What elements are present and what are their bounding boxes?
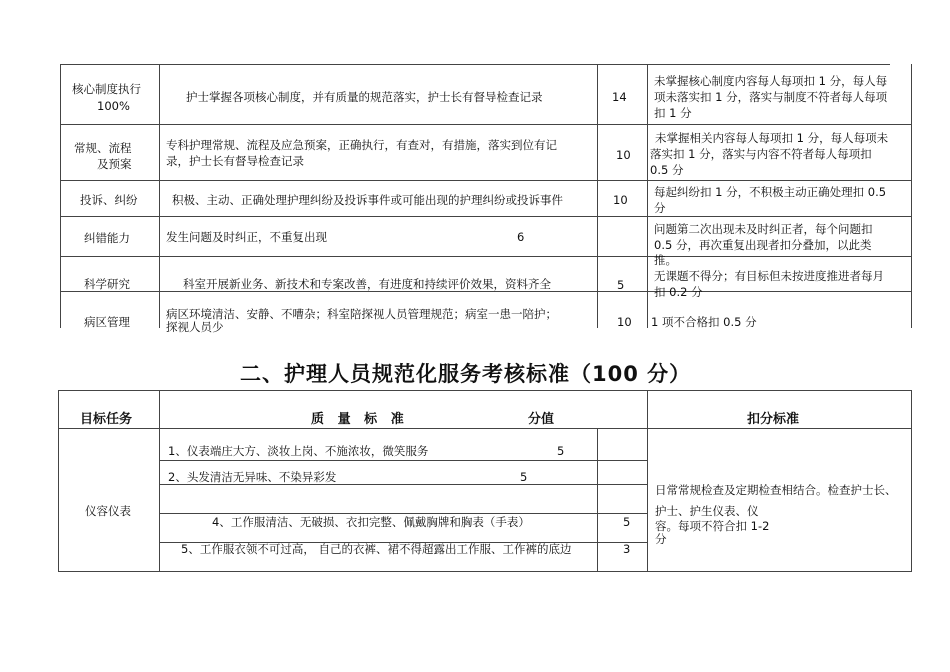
row-name: 科学研究 [84, 277, 130, 291]
list-item: 1、仪表端庄大方、淡妆上岗、不施浓妆，微笑服务 [168, 444, 429, 458]
item-divider [160, 460, 647, 461]
row-deduct: 扣 0.2 分 [654, 285, 703, 299]
deduct-text: 容。每项不符合扣 1-2 [655, 519, 770, 533]
row-deduct: 0.5 分 [650, 163, 684, 177]
row-standard: 科室开展新业务、新技术和专案改善，有进度和持续评价效果，资料齐全 [183, 277, 551, 291]
table-bottom-border [58, 571, 912, 572]
row-name: 纠错能力 [84, 231, 130, 245]
list-item: 4、工作服清洁、无破损、衣扣完整、佩戴胸牌和胸表（手表） [212, 515, 530, 529]
row-score: 10 [613, 193, 628, 207]
col-border [647, 64, 648, 328]
header-task: 目标任务 [80, 412, 133, 427]
row-deduct: 问题第二次出现未及时纠正者，每个问题扣 [654, 222, 873, 236]
deduct-text: 分 [655, 532, 667, 546]
row-name: 病区管理 [84, 315, 130, 329]
row-score: 6 [517, 230, 525, 244]
row-name: 投诉、纠纷 [80, 193, 138, 207]
row-score: 5 [617, 278, 625, 292]
header-quality: 质 量 标 准 [311, 412, 404, 427]
row-standard: 专科护理常规、流程及应急预案，正确执行，有查对，有措施，落实到位有记 [166, 138, 557, 152]
item-score: 5 [520, 470, 528, 484]
row-standard: 积极、主动、正确处理护理纠纷及投诉事件或可能出现的护理纠纷或投诉事件 [172, 193, 563, 207]
row-deduct: 落实扣 1 分，落实与内容不符者每人每项扣 [650, 147, 872, 161]
row-deduct: 推。 [654, 253, 677, 267]
row-standard: 录，护士长有督导检查记录 [166, 154, 304, 168]
row-deduct: 无课题不得分；有目标但未按进度推进者每月 [654, 269, 884, 283]
row-divider [60, 124, 912, 125]
header-divider [58, 428, 912, 429]
col-border [60, 64, 61, 328]
row-deduct: 分 [654, 201, 666, 215]
row-standard: 探视人员少 [166, 320, 224, 334]
task-name: 仪容仪表 [85, 504, 131, 518]
row-deduct: 每起纠纷扣 1 分，不积极主动正确处理扣 0.5 [654, 185, 887, 199]
item-score: 5 [623, 515, 631, 529]
row-divider [60, 216, 912, 217]
row-deduct: 未掌握核心制度内容每人每项扣 1 分，每人每 [654, 74, 888, 88]
row-name: 常规、流程 [74, 141, 132, 155]
table-top-border [58, 390, 912, 391]
row-score: 14 [612, 90, 627, 104]
header-score: 分值 [528, 412, 555, 427]
col-border [911, 390, 912, 571]
row-deduct: 0.5 分，再次重复出现者扣分叠加，以此类 [654, 238, 872, 252]
col-border [911, 64, 912, 328]
table-top-border [60, 64, 890, 65]
row-deduct: 扣 1 分 [654, 106, 692, 120]
row-name-line2: 及预案 [97, 157, 132, 171]
item-score: 3 [623, 542, 631, 556]
col-border [159, 390, 160, 571]
list-item: 2、头发清洁无异味、不染异彩发 [168, 470, 337, 484]
row-divider [60, 256, 912, 257]
row-score: 10 [617, 315, 632, 329]
list-item: 5、工作服衣领不可过高， 自己的衣裤、裙不得超露出工作服、工作裤的底边 [181, 542, 572, 556]
row-score: 10 [616, 148, 631, 162]
deduct-text: 护士、护生仪表、仪 [655, 504, 759, 518]
row-name-line2: 100% [97, 99, 130, 113]
deduct-text: 日常常规检查及定期检查相结合。检查护士长、 [655, 483, 897, 497]
col-border [159, 64, 160, 328]
row-standard: 病区环境清洁、安静、不嘈杂；科室陪探视人员管理规范；病室一患一陪护； [166, 307, 557, 321]
row-deduct: 未掌握相关内容每人每项扣 1 分，每人每项未 [655, 131, 889, 145]
col-border [647, 390, 648, 571]
row-standard: 发生问题及时纠正，不重复出现 [166, 230, 327, 244]
col-border [597, 64, 598, 328]
row-standard: 护士掌握各项核心制度，并有质量的规范落实，护士长有督导检查记录 [186, 90, 543, 104]
row-divider [60, 180, 912, 181]
header-deduct: 扣分标准 [747, 412, 800, 427]
section-title: 二、护理人员规范化服务考核标准（100 分） [240, 362, 692, 386]
row-deduct: 1 项不合格扣 0.5 分 [651, 315, 757, 329]
item-score: 5 [557, 444, 565, 458]
col-border [597, 428, 598, 571]
row-name: 核心制度执行 [72, 82, 141, 96]
col-border [58, 390, 59, 571]
row-deduct: 项未落实扣 1 分，落实与制度不符者每人每项 [654, 90, 888, 104]
